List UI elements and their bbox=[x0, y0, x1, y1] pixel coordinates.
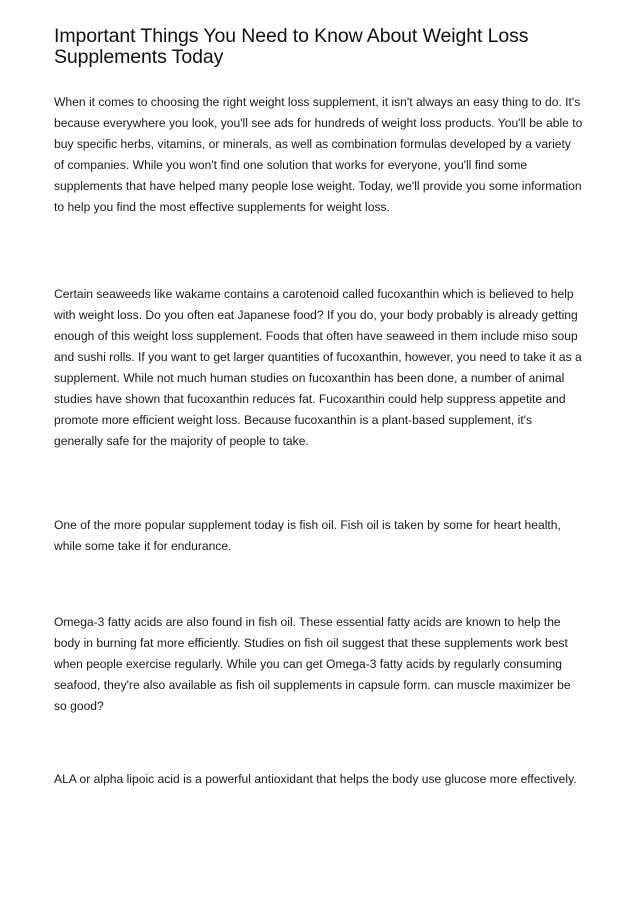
paragraph-ala: ALA or alpha lipoic acid is a powerful antioxidant that helps the body use glucose more effectively. bbox=[54, 772, 577, 786]
paragraph-fish-oil: One of the more popular supplement today is fish oil. Fish oil is taken by some for heart health, while some take it for endurance. bbox=[54, 518, 561, 553]
paragraph-fucoxanthin: Certain seaweeds like wakame contains a carotenoid called fucoxanthin which is believed to help with weight loss. Do you often eat Japanese food? If you do, your body probably is already getting enough of this weight loss supplement. Foods that often have seaweed in them include miso soup and sushi rolls. If you want to get larger quantities of fucoxanthin, however, you need to take it as a supplement. While not much human studies on fucoxanthin has been done, a number of animal studies have shown that fucoxanthin reduces fat. Fucoxanthin could help suppress appetite and promote more efficient weight loss. Because fucoxanthin is a plant-based supplement, it's generally safe for the majority of people to take. bbox=[54, 287, 582, 448]
paragraph-omega-3: Omega-3 fatty acids are also found in fish oil. These essential fatty acids are known to help the body in burning fat more efficiently. Studies on fish oil suggest that these supplements work best when people exercise regularly. While you can get Omega-3 fatty acids by regularly consuming seafood, they're also available as fish oil supplements in capsule form. can muscle maximizer be so good? bbox=[54, 615, 571, 713]
paragraph-intro: When it comes to choosing the right weight loss supplement, it isn't always an easy thing to do. It's because everywhere you look, you'll see ads for hundreds of weight loss products. You'll be able to buy specific herbs, vitamins, or minerals, as well as combination formulas developed by a variety of companies. While you won't find one solution that works for everyone, you'll find some supplements that have helped many people lose weight. Today, we'll provide you some information to help you find the most effective supplements for weight loss. bbox=[54, 95, 583, 214]
document-page bbox=[54, 25, 584, 786]
page-title: Important Things You Need to Know About Weight Loss Supplements Today bbox=[54, 25, 529, 68]
